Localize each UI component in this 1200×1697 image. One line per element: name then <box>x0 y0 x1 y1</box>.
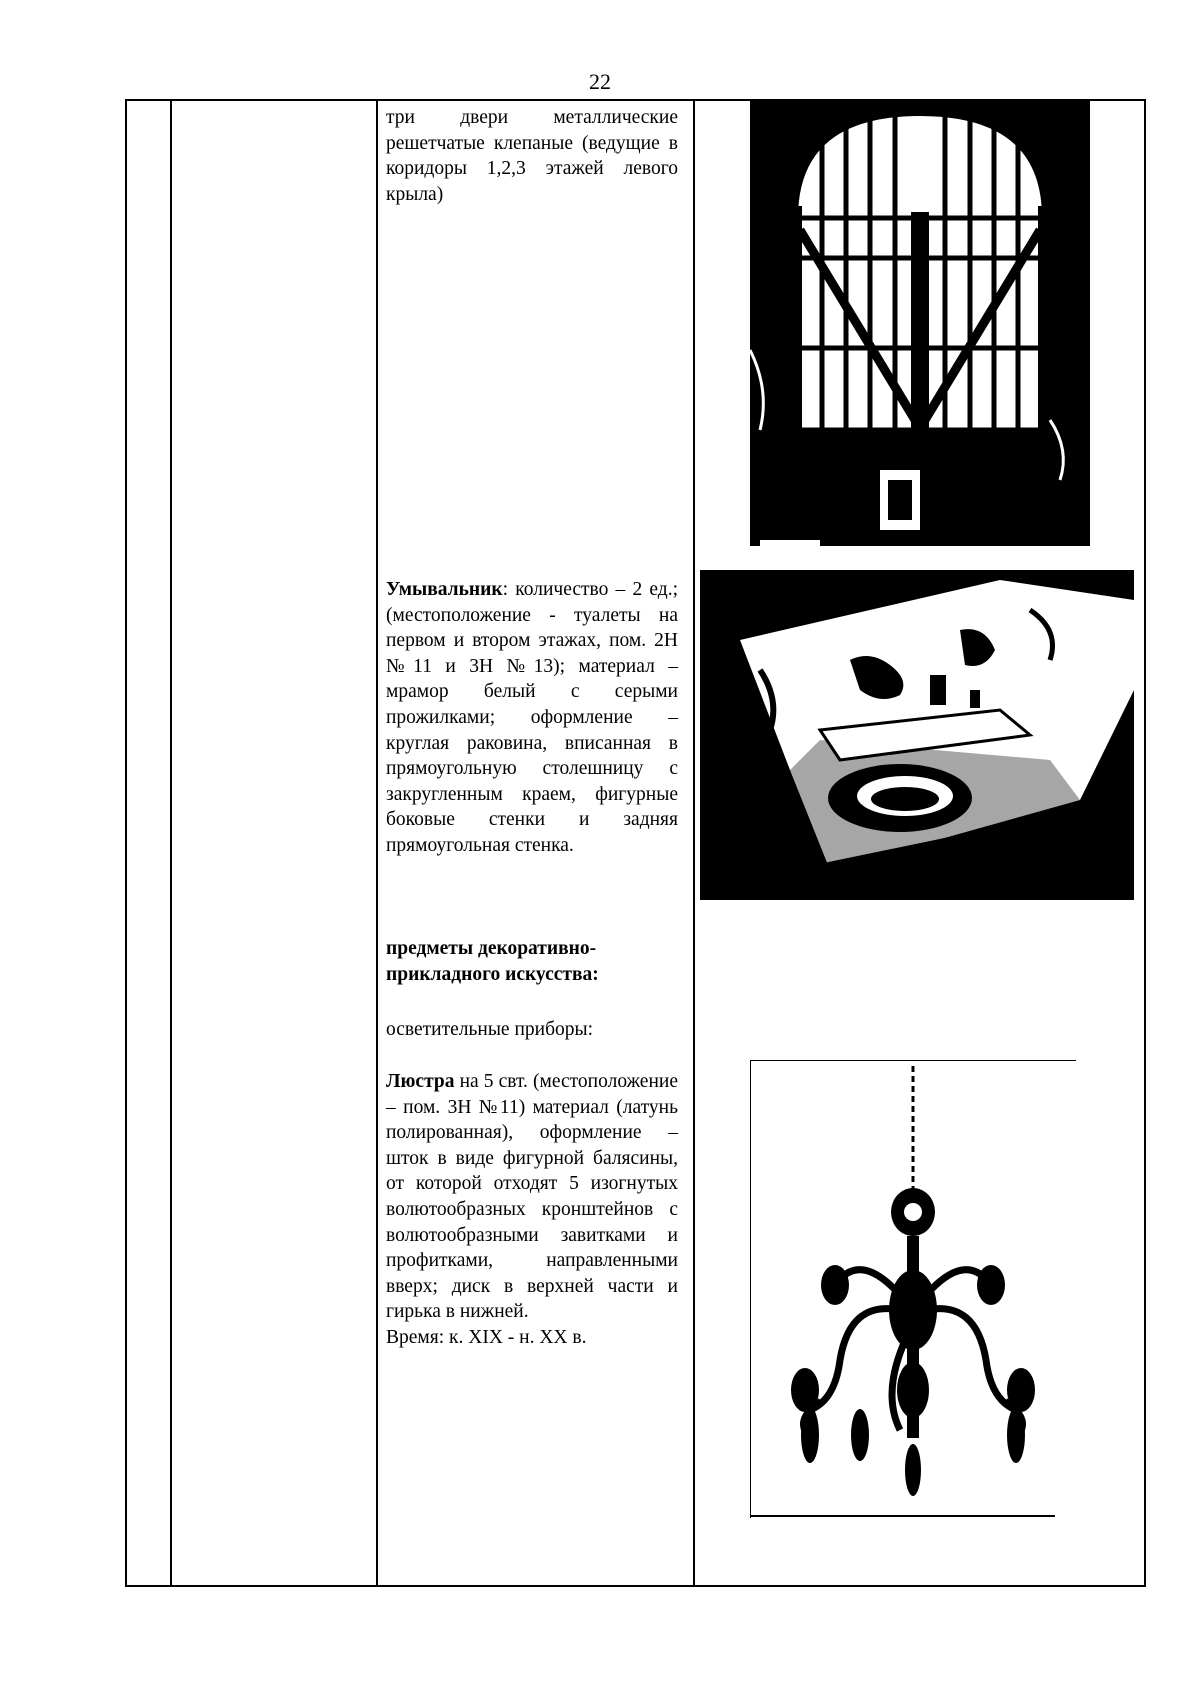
chandelier-photo <box>750 1060 1076 1518</box>
column-divider <box>170 101 172 1585</box>
chandelier-time: Время: к. XIX - н. XX в. <box>386 1326 587 1348</box>
chandelier-title: Люстра <box>386 1071 455 1092</box>
chandelier-text: на 5 свт. (местоположение – пом. 3Н №11) материал (латунь полированная), оформление – шток в виде фигурной балясины, от которой отходят 5 изогнутых волютообразных кронштейнов с волютообразными завитками и профитками, направленными вверх; диск в верхней части и гирька в нижней. <box>386 1071 678 1323</box>
page-number: 22 <box>589 69 611 94</box>
doors-photo <box>750 100 1090 546</box>
decor-heading: предметы декоративно-прикладного искусства: <box>386 938 599 985</box>
lighting-heading: осветительные приборы: <box>386 1019 594 1040</box>
washbasin-title: Умывальник <box>386 579 503 600</box>
washbasin-description <box>386 577 678 859</box>
column-divider <box>376 101 378 1585</box>
chandelier-description <box>386 1069 678 1351</box>
washbasin-text: : количество – 2 ед.; (местоположение - туалеты на первом и втором этажах, пом. 2Н №11 и 3Н №13); материал – мрамор белый с серыми прожилками; оформление – круглая раковина, вписанная в прямоугольную столешницу с закругленным краем, фигурные боковые стенки и задняя прямоугольная стенка. <box>386 579 678 856</box>
column-divider <box>693 101 695 1585</box>
washbasin-photo <box>700 570 1134 900</box>
doors-description: три двери металлические решетчатые клепаные (ведущие в коридоры 1,2,3 этажей левого крыла) <box>386 107 678 205</box>
